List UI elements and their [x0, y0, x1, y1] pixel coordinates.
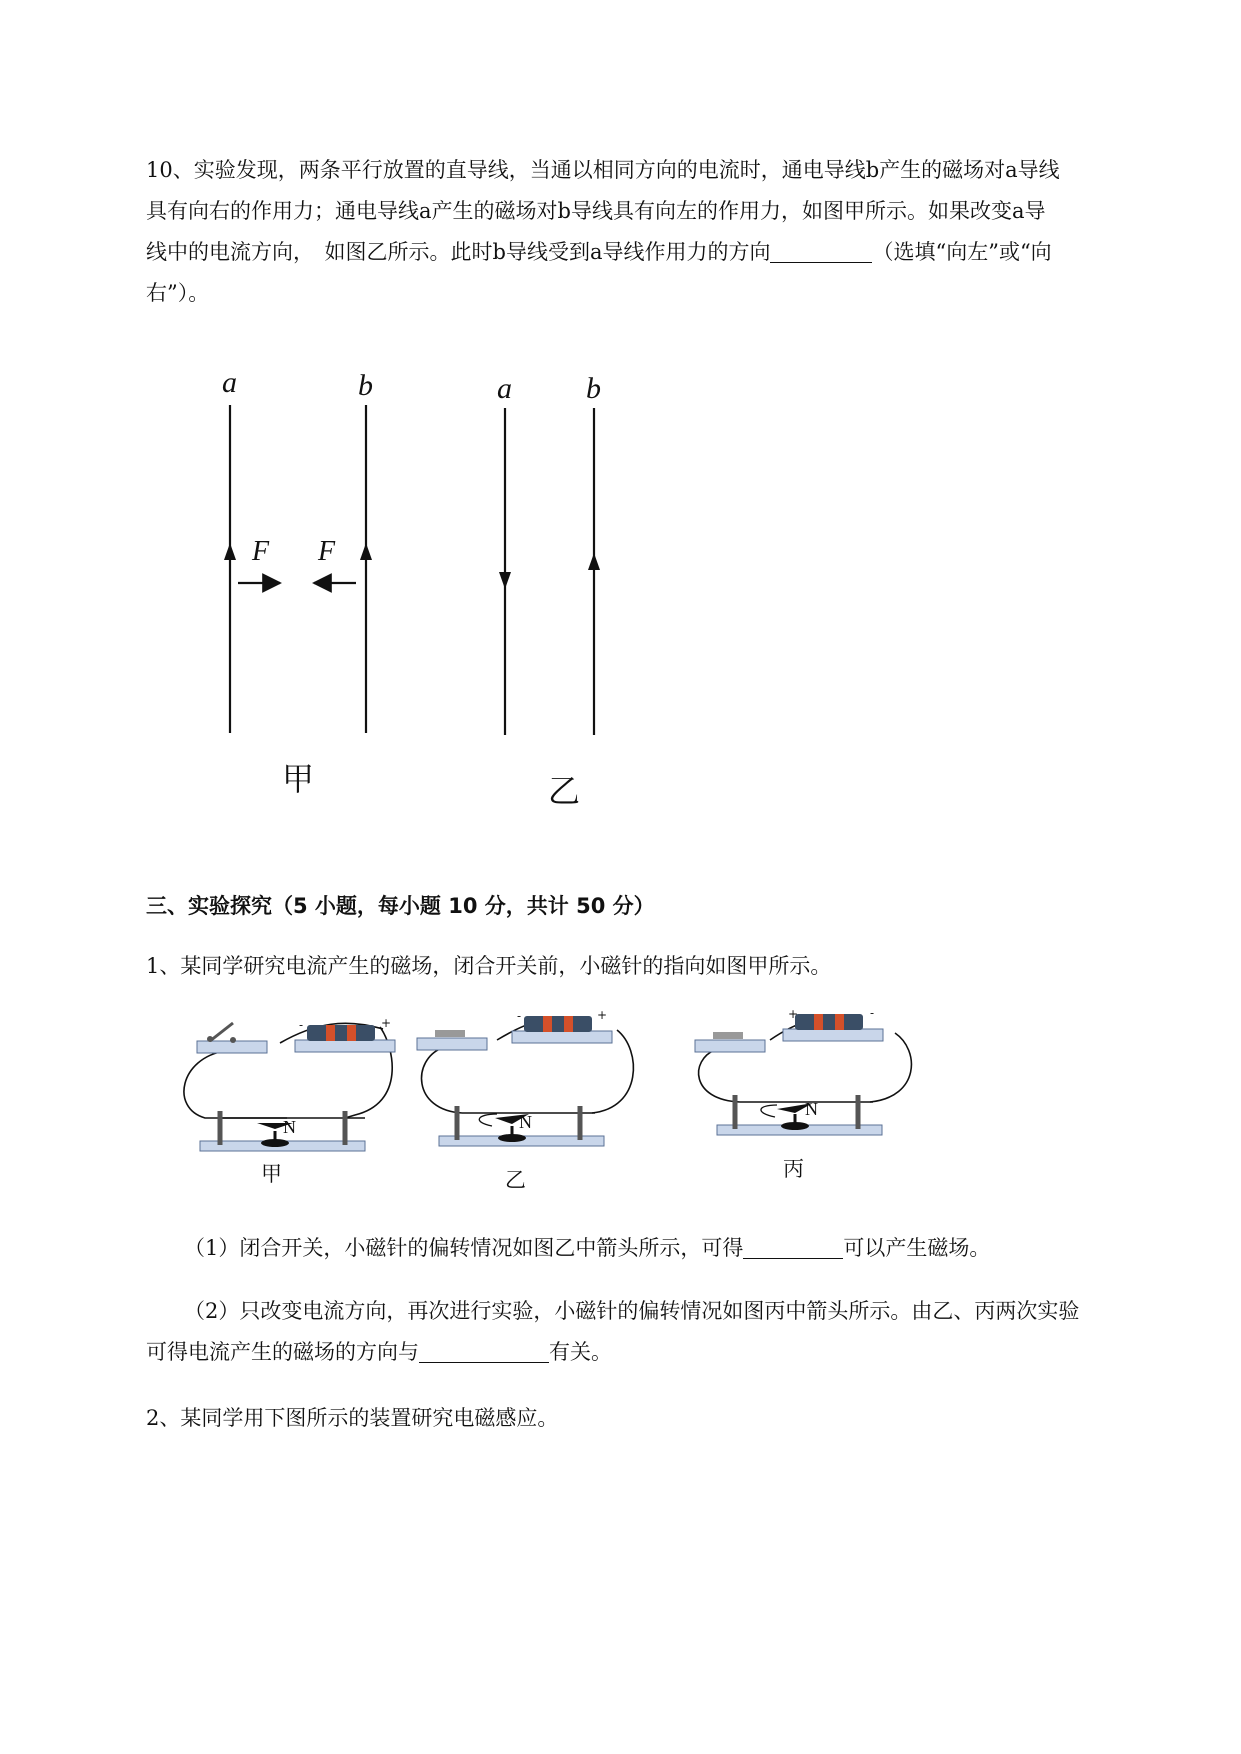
needle-north-label: N	[519, 1112, 532, 1132]
panel-caption: 丙	[783, 1157, 804, 1181]
q1-part-2-tail: 有关。	[549, 1340, 612, 1364]
answer-blank-q10[interactable]	[770, 238, 872, 263]
panel-caption: 甲	[261, 1162, 282, 1186]
q1-part-2-line-2	[146, 1332, 1150, 1373]
battery-sign-left: -	[299, 1018, 304, 1032]
q1-part-1-text: （1）闭合开关，小磁针的偏转情况如图乙中箭头所示，可得	[184, 1236, 744, 1260]
q10-line-3-tail: （选填“向左”或“向	[872, 240, 1052, 264]
needle-north-label: N	[283, 1117, 296, 1137]
q1-part-2-line-1: （2）只改变电流方向，再次进行实验，小磁针的偏转情况如图丙中箭头所示。由乙、丙两次实验	[184, 1299, 1080, 1323]
answer-blank-q1-2[interactable]	[419, 1338, 549, 1363]
current-arrow-up-a-left	[224, 543, 236, 560]
force-label-left: F	[318, 536, 336, 567]
current-arrow-up-b-right	[588, 553, 600, 570]
battery-sign-right: +	[381, 1016, 392, 1030]
q10-line-1: 10、实验发现，两条平行放置的直导线，当通以相同方向的电流时，通电导线b产生的磁场对a导线	[146, 158, 1060, 182]
q2-stem: 2、某同学用下图所示的装置研究电磁感应。	[146, 1406, 559, 1430]
circuit-figure	[175, 1005, 905, 1205]
battery-sign-left: +	[788, 1007, 799, 1021]
circuit-panel-yi	[417, 1008, 633, 1192]
q1-stem: 1、某同学研究电流产生的磁场，闭合开关前，小磁针的指向如图甲所示。	[146, 954, 832, 978]
panel-caption: 乙	[505, 1168, 526, 1192]
wire-label-a-left: a	[222, 366, 237, 399]
q10-line-4: 右”）。	[146, 281, 210, 305]
q1-part-2-text: 可得电流产生的磁场的方向与	[146, 1340, 419, 1364]
current-arrow-down-a-right	[499, 572, 511, 589]
battery-sign-right: -	[870, 1006, 875, 1020]
battery-sign-right: +	[597, 1008, 608, 1022]
circuit-panel-jia	[184, 1016, 395, 1186]
parallel-wires-figure	[200, 360, 640, 820]
figure-caption-jia: 甲	[282, 760, 315, 798]
force-label-right: F	[252, 536, 270, 567]
wire-label-b-right: b	[586, 372, 601, 405]
answer-blank-q1-1[interactable]	[743, 1234, 843, 1259]
circuit-panel-bing	[695, 1006, 911, 1181]
q10-line-3	[146, 232, 1150, 273]
needle-north-label: N	[805, 1099, 818, 1119]
section-3-title: 三、实验探究（5 小题，每小题 10 分，共计 50 分）	[146, 894, 655, 918]
battery-sign-left: -	[517, 1009, 522, 1023]
q10-line-2: 具有向右的作用力；通电导线a产生的磁场对b导线具有向左的作用力，如图甲所示。如果改变a导	[146, 199, 1046, 223]
wire-label-a-right: a	[497, 372, 512, 405]
current-arrow-up-b-left	[360, 543, 372, 560]
wire-label-b-left: b	[358, 369, 373, 402]
figure-caption-yi: 乙	[548, 772, 581, 810]
q1-part-1	[184, 1228, 1150, 1269]
q1-part-1-tail: 可以产生磁场。	[843, 1236, 991, 1260]
q10-line-3-text: 线中的电流方向， 如图乙所示。此时b导线受到a导线作用力的方向	[146, 240, 771, 264]
